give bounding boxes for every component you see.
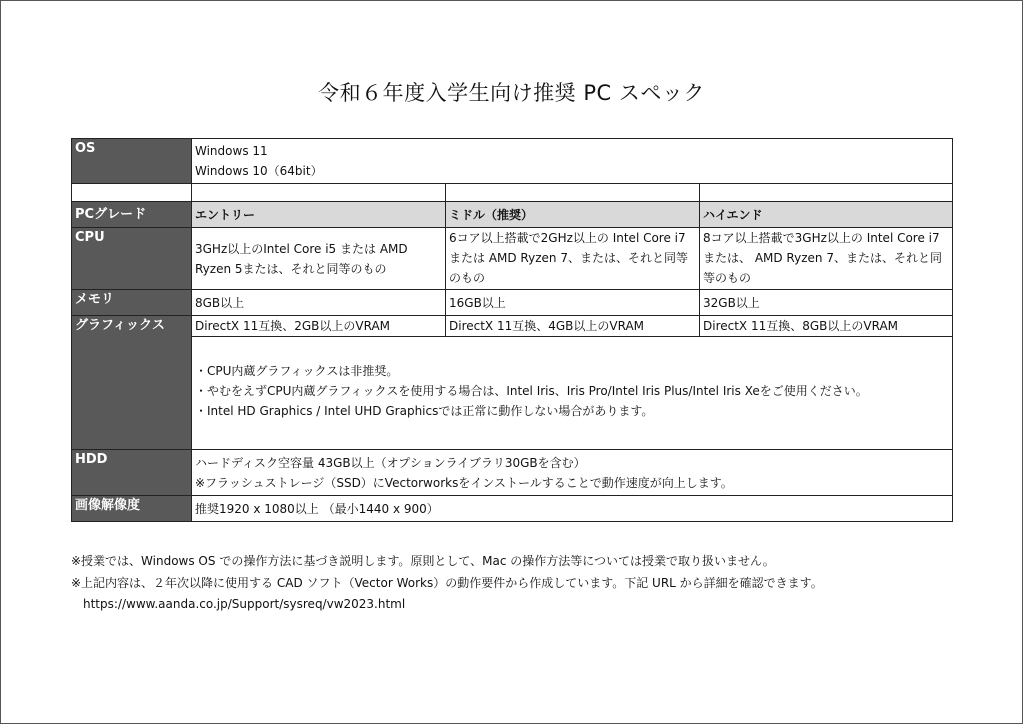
label-hdd: HDD	[72, 450, 192, 496]
graphics-entry: DirectX 11互換、2GB以上のVRAM	[192, 316, 446, 337]
os-line: Windows 10（64bit）	[195, 164, 323, 178]
memory-entry: 8GB以上	[192, 290, 446, 316]
footnotes	[71, 551, 823, 616]
reference-link[interactable]: https://www.aanda.co.jp/Support/sysreq/vw2023.html	[83, 597, 406, 611]
label-memory: メモリ	[72, 290, 192, 316]
cpu-high-line: 等のもの	[703, 271, 752, 285]
label-cpu: CPU	[72, 228, 192, 290]
row-graphics-notes	[72, 337, 953, 450]
cpu-high-line: 8コア以上搭載で3GHz以上の Intel Core i7	[703, 231, 940, 245]
cpu-middle-line: 6コア以上搭載で2GHz以上の Intel Core i7	[449, 231, 686, 245]
cpu-high	[700, 228, 953, 290]
hdd-value	[192, 450, 953, 496]
memory-high: 32GB以上	[700, 290, 953, 316]
hdd-line: ※フラッシュストレージ（SSD）にVectorworksをインストールすることで動作速度が向上します。	[195, 475, 733, 490]
label-grade: PCグレード	[72, 202, 192, 228]
row-cpu	[72, 228, 953, 290]
cpu-entry-line: Ryzen 5または、それと同等のもの	[195, 261, 387, 276]
cpu-middle	[446, 228, 700, 290]
label-resolution: 画像解像度	[72, 496, 192, 522]
row-hdd	[72, 450, 953, 496]
row-grade	[72, 202, 953, 228]
spec-table	[71, 138, 953, 522]
grade-high: ハイエンド	[700, 202, 953, 228]
memory-middle: 16GB以上	[446, 290, 700, 316]
graphics-note: ・やむをえずCPU内蔵グラフィックスを使用する場合は、Intel Iris、Iris Pro/Intel Iris Plus/Intel Iris Xeをご使用ください。	[195, 384, 868, 398]
resolution-value: 推奨1920 x 1080以上 （最小1440 x 900）	[192, 496, 953, 522]
cpu-high-line: または、 AMD Ryzen 7、または、それと同	[703, 251, 942, 265]
label-os: OS	[72, 139, 192, 184]
label-graphics: グラフィックス	[72, 316, 192, 450]
graphics-middle: DirectX 11互換、4GB以上のVRAM	[446, 316, 700, 337]
grade-entry: エントリー	[192, 202, 446, 228]
row-graphics	[72, 316, 953, 337]
cpu-entry	[192, 228, 446, 290]
footnote: ※授業では、Windows OS での操作方法に基づき説明します。原則として、Mac の操作方法等については授業で取り扱いません。	[71, 554, 775, 568]
spacer-row	[72, 184, 953, 202]
graphics-notes	[192, 337, 953, 450]
grade-middle: ミドル（推奨）	[446, 202, 700, 228]
graphics-note: ・Intel HD Graphics / Intel UHD Graphicsでは正常に動作しない場合があります。	[195, 404, 654, 418]
row-resolution	[72, 496, 953, 522]
os-line: Windows 11	[195, 144, 268, 158]
row-os	[72, 139, 953, 184]
cpu-entry-line: 3GHz以上のIntel Core i5 または AMD	[195, 241, 408, 256]
graphics-note: ・CPU内蔵グラフィックスは非推奨。	[195, 364, 399, 378]
page-title: 令和６年度入学生向け推奨 PC スペック	[318, 81, 705, 105]
graphics-high: DirectX 11互換、8GB以上のVRAM	[700, 316, 953, 337]
row-memory	[72, 290, 953, 316]
footnote: ※上記内容は、２年次以降に使用する CAD ソフト（Vector Works）の動作要件から作成しています。下記 URL から詳細を確認できます。	[71, 575, 823, 590]
cpu-middle-line: または AMD Ryzen 7、または、それと同等	[449, 251, 688, 265]
os-value	[192, 139, 953, 184]
cpu-middle-line: のもの	[449, 271, 486, 285]
hdd-line: ハードディスク空容量 43GB以上（オプションライブラリ30GBを含む）	[195, 455, 586, 470]
